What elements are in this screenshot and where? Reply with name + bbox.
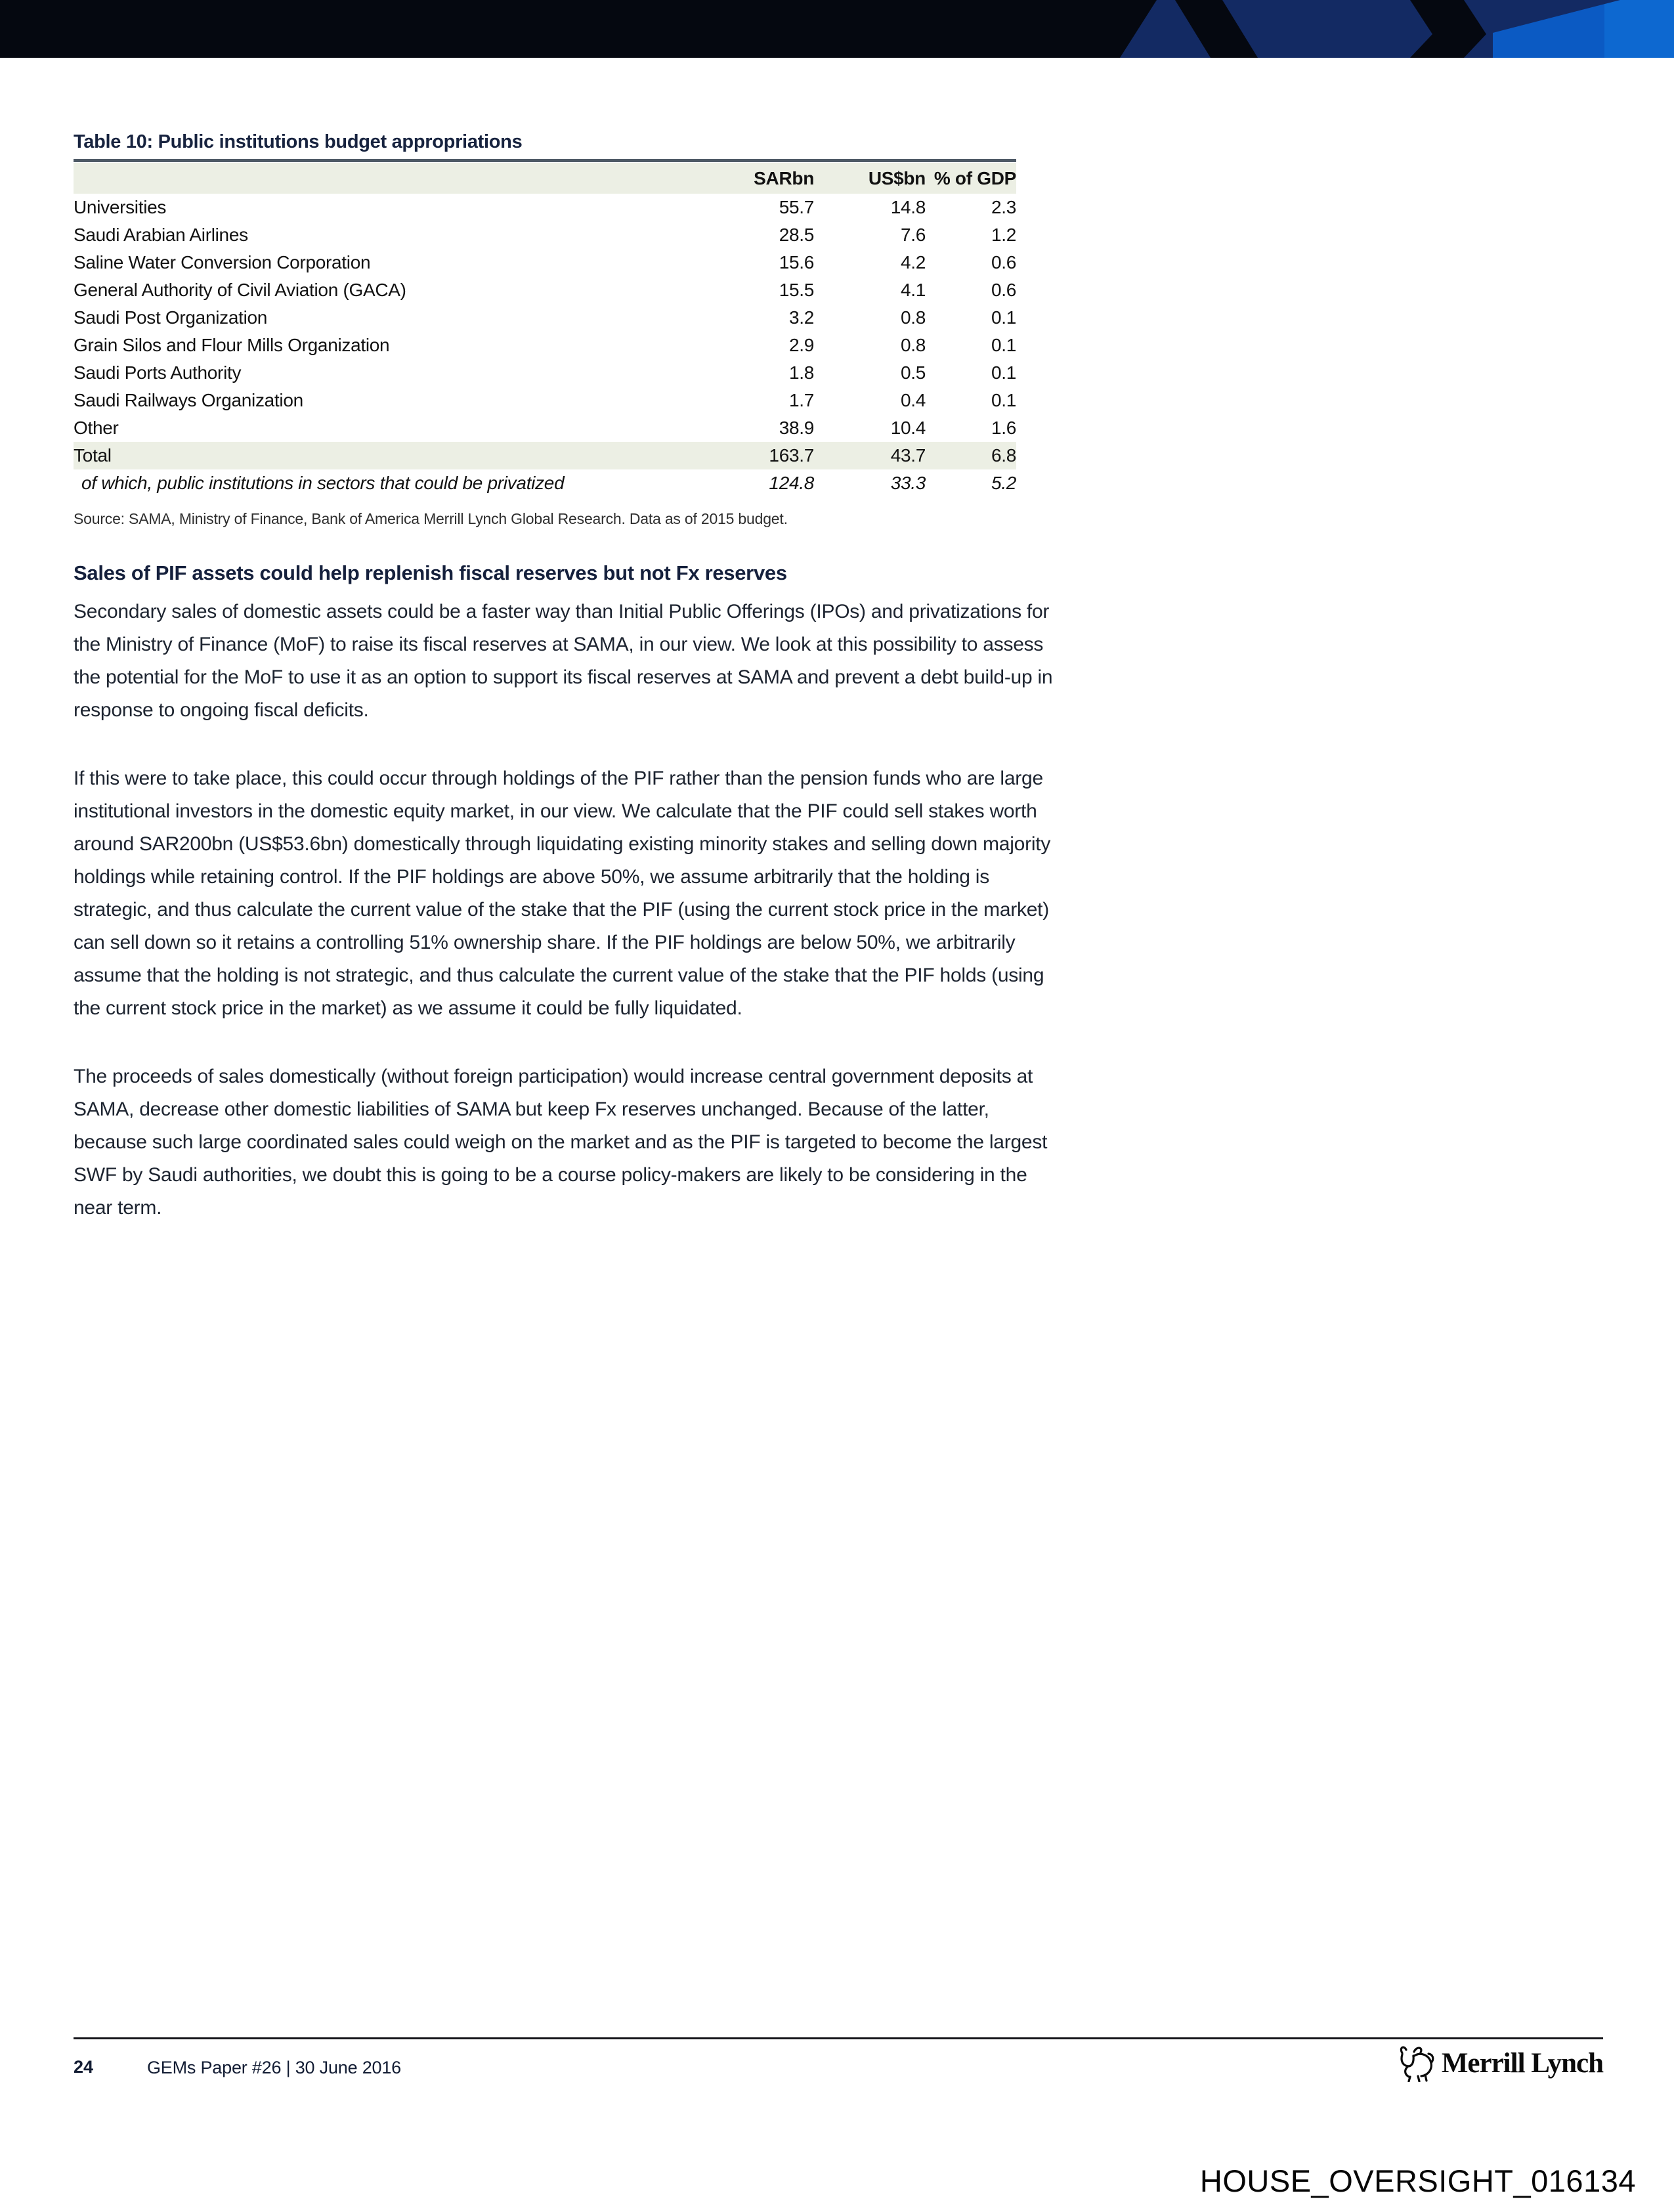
row-sarbn: 28.5: [779, 225, 814, 245]
col-header-sarbn: SARbn: [754, 167, 814, 188]
row-usbn: 0.8: [900, 335, 926, 355]
row-usbn: 0.5: [900, 362, 926, 383]
row-sarbn: 1.8: [788, 362, 814, 383]
row-label: Saudi Post Organization: [74, 307, 268, 328]
row-usbn: 0.8: [900, 307, 926, 328]
row-label: Saline Water Conversion Corporation: [74, 252, 371, 272]
table-total-row: [74, 442, 1016, 469]
row-gdp: 2.3: [991, 197, 1016, 217]
row-gdp: 5.2: [991, 473, 1016, 493]
table-header-row: [74, 163, 1016, 194]
merrill-lynch-bull-icon: [1394, 2044, 1436, 2082]
footer-divider: [74, 2037, 1603, 2039]
doc-info: GEMs Paper #26 | 30 June 2016: [147, 2058, 401, 2077]
row-usbn: 33.3: [890, 473, 926, 493]
row-gdp: 0.1: [991, 362, 1016, 383]
row-label: of which, public institutions in sectors that could be privatized: [81, 473, 565, 493]
table-row: [74, 387, 1016, 414]
table-row: [74, 414, 1016, 442]
row-gdp: 0.6: [991, 280, 1016, 300]
row-usbn: 14.8: [890, 197, 926, 217]
row-usbn: 0.4: [900, 390, 926, 410]
row-sarbn: 124.8: [769, 473, 814, 493]
row-sarbn: 1.7: [788, 390, 814, 410]
row-sarbn: 3.2: [788, 307, 814, 328]
row-label: Other: [74, 418, 119, 438]
table-10-block: [74, 131, 1016, 528]
row-sarbn: 163.7: [769, 445, 814, 466]
table-of-which-row: [74, 469, 1016, 497]
body-copy: [74, 560, 1053, 1260]
col-header-gdp: % of GDP: [934, 167, 1016, 188]
row-sarbn: 15.5: [779, 280, 814, 300]
table-row: [74, 359, 1016, 387]
table-source-note: Source: SAMA, Ministry of Finance, Bank of America Merrill Lynch Global Research. Data as of 2015 budget.: [74, 510, 788, 527]
row-usbn: 43.7: [890, 445, 926, 466]
merrill-lynch-logo: [1394, 2042, 1603, 2084]
table-row: [74, 221, 1016, 249]
table-title-rule: [74, 159, 1016, 162]
table-row: [74, 332, 1016, 359]
row-sarbn: 55.7: [779, 197, 814, 217]
page-number: 24: [74, 2057, 94, 2077]
col-header-usbn: US$bn: [868, 167, 926, 188]
row-sarbn: 2.9: [788, 335, 814, 355]
row-gdp: 0.1: [991, 390, 1016, 410]
row-gdp: 0.1: [991, 307, 1016, 328]
flagscape-banner-graphic: [0, 0, 1674, 58]
bates-stamp: HOUSE_OVERSIGHT_016134: [1199, 2163, 1636, 2198]
row-usbn: 7.6: [900, 225, 926, 245]
table-row: [74, 304, 1016, 332]
section-heading: Sales of PIF assets could help replenish fiscal reserves but not Fx reserves: [74, 561, 787, 584]
row-gdp: 1.6: [991, 418, 1016, 438]
row-label: Universities: [74, 197, 167, 217]
row-gdp: 6.8: [991, 445, 1016, 466]
row-gdp: 0.6: [991, 252, 1016, 272]
row-label: Grain Silos and Flour Mills Organization: [74, 335, 390, 355]
table-row: [74, 249, 1016, 276]
row-usbn: 10.4: [890, 418, 926, 438]
table-title: Table 10: Public institutions budget appropriations: [74, 131, 523, 152]
row-usbn: 4.2: [900, 252, 926, 272]
row-sarbn: 15.6: [779, 252, 814, 272]
row-label: Total: [74, 445, 112, 466]
brand-wordmark: Merrill Lynch: [1441, 2047, 1603, 2079]
paragraph: Secondary sales of domestic assets could be a faster way than Initial Public Offerings (IPOs) and privatizations for the Ministry of Finance (MoF) to raise its fiscal reserves at SAMA, in our view. We look at this possibility to assess the potential for the MoF to use it as an option to support its fiscal reserves at SAMA and prevent a debt build-up in response to ongoing fiscal deficits.: [74, 601, 1053, 721]
top-banner: [0, 0, 1674, 58]
row-usbn: 4.1: [900, 280, 926, 300]
row-label: Saudi Railways Organization: [74, 390, 303, 410]
row-gdp: 0.1: [991, 335, 1016, 355]
paragraph: If this were to take place, this could occur through holdings of the PIF rather than the pension funds who are large institutional investors in the domestic equity market, in our view. We calculate that the PIF could sell stakes worth around SAR200bn (US$53.6bn) domestically through liquidating existing minority stakes and selling down majority holdings while retaining control. If the PIF holdings are above 50%, we assume arbitrarily that the holding is strategic, and thus calculate the current value of the stake that the PIF (using the current stock price in the market) can sell down so it retains a controlling 51% ownership share. If the PIF holdings are below 50%, we arbitrarily assume that the holding is not strategic, and thus calculate the current value of the stake that the PIF holds (using the current stock price in the market) as we assume it could be fully liquidated.: [74, 768, 1051, 1019]
row-label: Saudi Ports Authority: [74, 362, 242, 383]
paragraph: The proceeds of sales domestically (without foreign participation) would increase central government deposits at SAMA, decrease other domestic liabilities of SAMA but keep Fx reserves unchanged. Because of the latter, because such large coordinated sales could weigh on the market and as the PIF is targeted to become the largest SWF by Saudi authorities, we doubt this is going to be a course policy-makers are likely to be considering in the near term.: [74, 1066, 1048, 1219]
table-row: [74, 276, 1016, 304]
row-sarbn: 38.9: [779, 418, 814, 438]
table-row: [74, 194, 1016, 221]
row-label: General Authority of Civil Aviation (GACA): [74, 280, 406, 300]
row-label: Saudi Arabian Airlines: [74, 225, 248, 245]
row-gdp: 1.2: [991, 225, 1016, 245]
